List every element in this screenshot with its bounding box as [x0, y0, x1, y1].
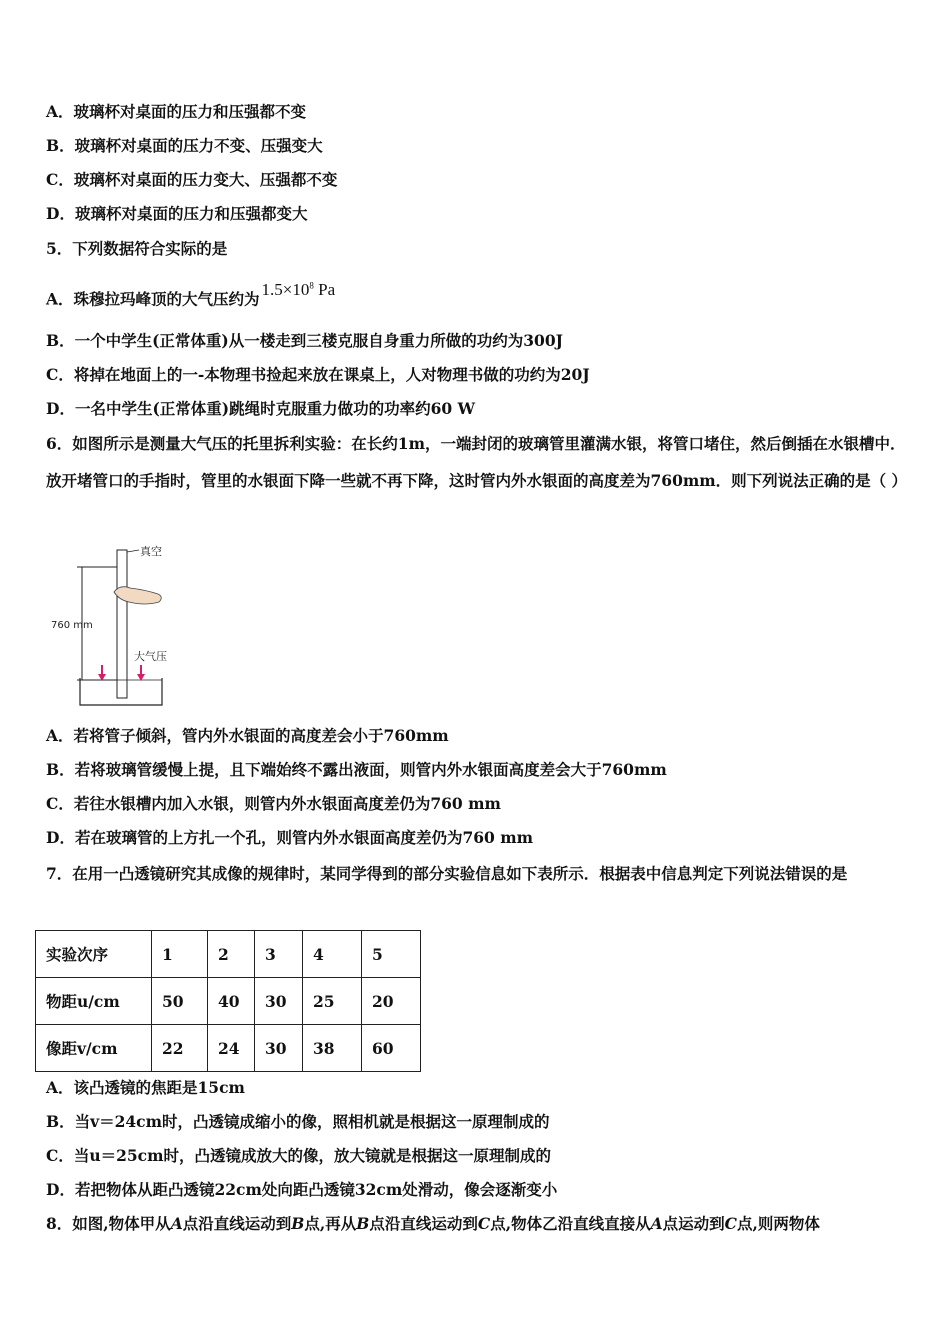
q6-option-a: A．若将管子倾斜，管内外水银面的高度差会小于760mm [46, 726, 449, 745]
q5-option-d: D．一名中学生(正常体重)跳绳时克服重力做功的功率约60 W [46, 399, 475, 418]
q4-option-a: A．玻璃杯对桌面的压力和压强都不变 [46, 102, 307, 121]
table-cell: 22 [152, 1025, 208, 1072]
formula-base: 1.5×10 [261, 279, 310, 299]
table-cell: 60 [362, 1025, 421, 1072]
table-cell: 5 [362, 931, 421, 978]
q8-text: 点,则两物体 [737, 1214, 820, 1233]
q4-option-b: B．玻璃杯对桌面的压力不变、压强变大 [46, 136, 323, 155]
point-b: B [291, 1214, 305, 1233]
q8-text: 点,再从 [304, 1214, 357, 1233]
point-c: C [724, 1214, 738, 1233]
table-cell: 物距u/cm [36, 978, 152, 1025]
q5-stem: 5．下列数据符合实际的是 [46, 239, 228, 258]
formula-exponent: 8 [309, 280, 314, 290]
table-cell: 50 [152, 978, 208, 1025]
table-row [36, 931, 421, 978]
table-cell: 2 [208, 931, 255, 978]
q8-stem [46, 1214, 820, 1234]
formula-unit: Pa [313, 279, 336, 299]
q4-option-d: D．玻璃杯对桌面的压力和压强都变大 [46, 204, 308, 223]
q6-option-b: B．若将玻璃管缓慢上提，且下端始终不露出液面，则管内外水银面高度差会大于760mm [46, 760, 667, 779]
q4-option-c: C．玻璃杯对桌面的压力变大、压强都不变 [46, 170, 338, 189]
q8-text: 点运动到 [662, 1214, 725, 1233]
vacuum-pointer [127, 550, 139, 552]
table-cell: 像距v/cm [36, 1025, 152, 1072]
q6-option-d: D．若在玻璃管的上方扎一个孔，则管内外水银面高度差仍为760 mm [46, 828, 533, 847]
q7-stem: 7．在用一凸透镜研究其成像的规律时，某同学得到的部分实验信息如下表所示．根据表中信息判定下列说法错误的是 [46, 864, 848, 883]
q8-text: 8．如图,物体甲从 [46, 1214, 171, 1233]
glass-tube [117, 550, 127, 698]
table-row [36, 1025, 421, 1072]
point-b: B [356, 1214, 370, 1233]
q6-option-c: C．若往水银槽内加入水银，则管内外水银面高度差仍为760 mm [46, 794, 501, 813]
label-vacuum: 真空 [140, 545, 162, 558]
q8-text: 点,物体乙沿直线直接从 [490, 1214, 651, 1233]
q5-option-a-formula [262, 280, 336, 299]
table-cell: 3 [255, 931, 303, 978]
table-cell: 24 [208, 1025, 255, 1072]
q7-option-a: A．该凸透镜的焦距是15cm [46, 1078, 245, 1097]
table-row [36, 978, 421, 1025]
q5-option-a-text: A．珠穆拉玛峰顶的大气压约为 [46, 289, 260, 309]
table-cell: 实验次序 [36, 931, 152, 978]
q8-text: 点沿直线运动到 [182, 1214, 292, 1233]
table-cell: 1 [152, 931, 208, 978]
table-cell: 4 [303, 931, 362, 978]
point-a: A [170, 1214, 183, 1233]
q6-stem: 6．如图所示是测量大气压的托里拆利实验：在长约1m，一端封闭的玻璃管里灌满水银，将管口堵住，然后倒插在水银槽中．放开堵管口的手指时，管里的水银面下降一些就不再下降，这时管内外水银面的高度差为760mm．则下列说法正确的是（ ） [46, 434, 908, 490]
q7-option-b: B．当v＝24cm时，凸透镜成缩小的像，照相机就是根据这一原理制成的 [46, 1112, 550, 1131]
torricelli-figure [44, 540, 194, 710]
q5-option-a [46, 279, 336, 310]
q5-option-b: B．一个中学生(正常体重)从一楼走到三楼克服自身重力所做的功约为300J [46, 331, 563, 350]
table-cell: 20 [362, 978, 421, 1025]
table-cell: 30 [255, 978, 303, 1025]
q8-text: 点沿直线运动到 [369, 1214, 478, 1233]
point-c: C [477, 1214, 491, 1233]
point-a: A [650, 1214, 663, 1233]
experiment-table [35, 930, 421, 1072]
q5-option-c: C．将掉在地面上的一-本物理书捡起来放在课桌上，人对物理书做的功约为20J [46, 365, 590, 384]
label-height: 760 mm [51, 620, 93, 631]
label-atmospheric-pressure: 大气压 [134, 650, 167, 663]
q7-option-c: C．当u＝25cm时，凸透镜成放大的像，放大镜就是根据这一原理制成的 [46, 1146, 552, 1165]
table-cell: 40 [208, 978, 255, 1025]
table-cell: 30 [255, 1025, 303, 1072]
q7-option-d: D．若把物体从距凸透镜22cm处向距凸透镜32cm处滑动，像会逐渐变小 [46, 1180, 558, 1199]
table-cell: 38 [303, 1025, 362, 1072]
table-cell: 25 [303, 978, 362, 1025]
